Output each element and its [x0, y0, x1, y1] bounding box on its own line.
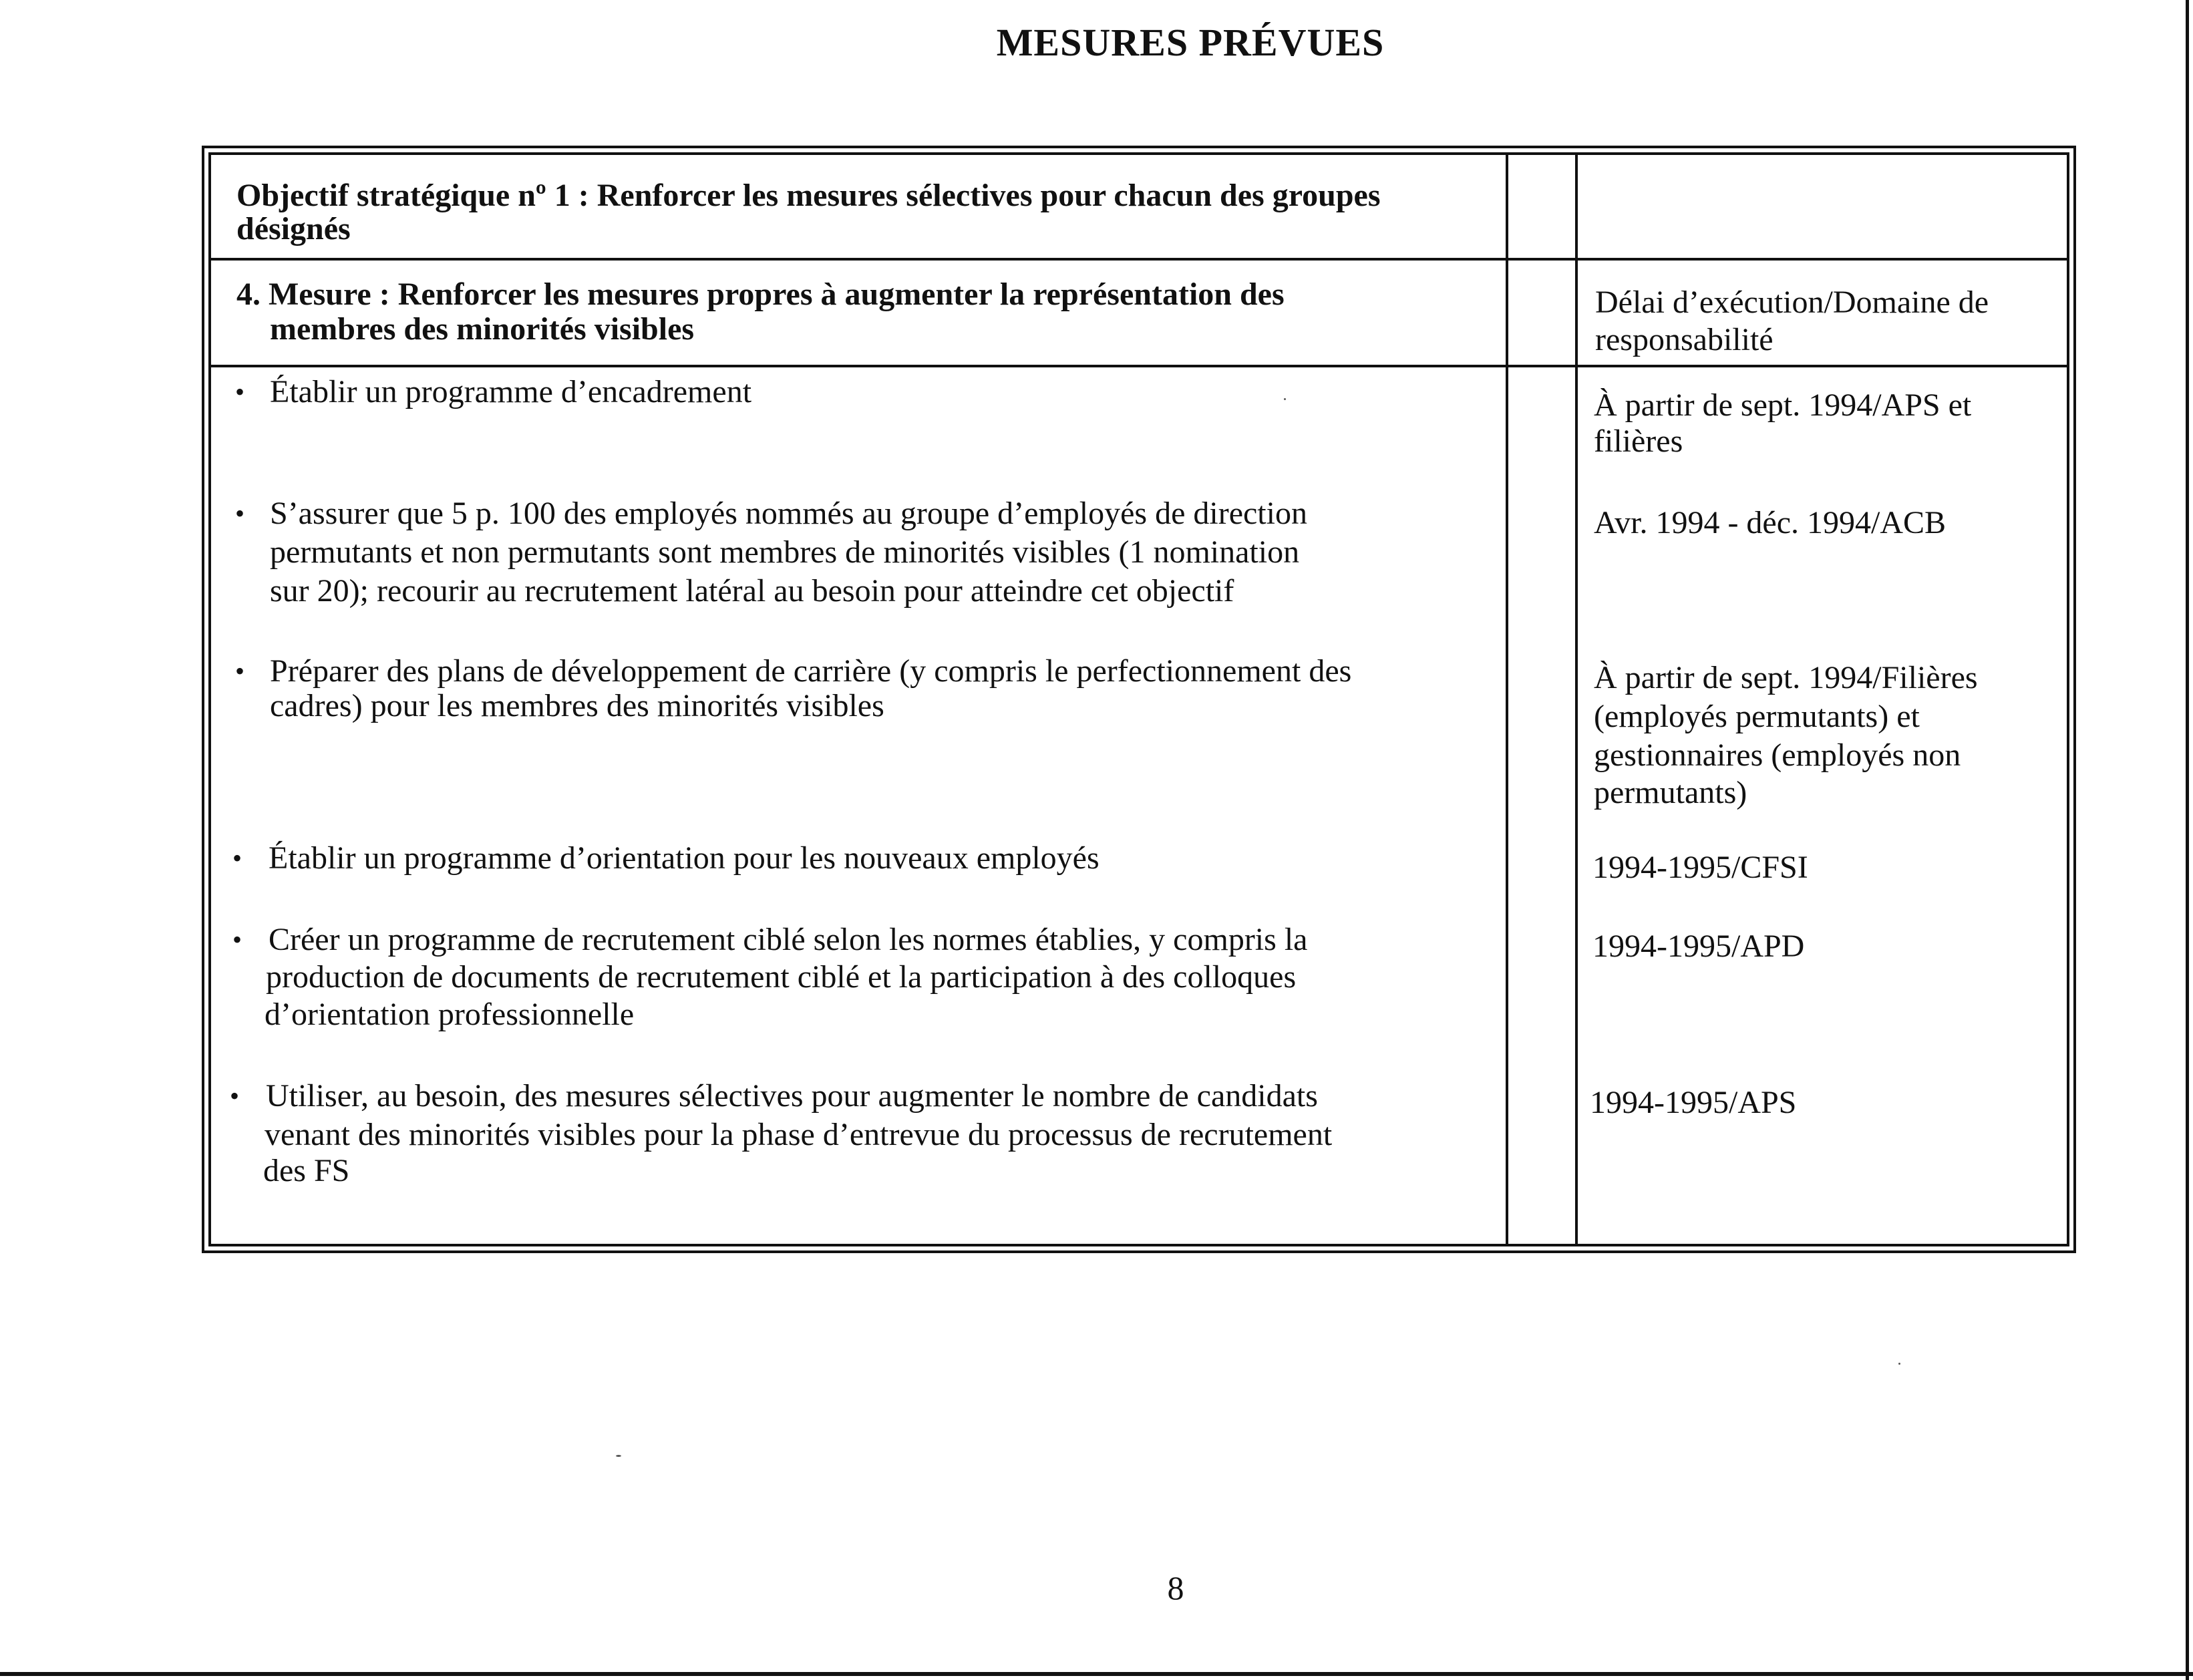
- objective-line-2: désignés: [236, 211, 351, 246]
- deadline-header-line-2: responsabilité: [1595, 322, 1774, 357]
- action-text: Établir un programme d’orientation pour les nouveaux employés: [269, 840, 1100, 876]
- deadline-text: permutants): [1594, 775, 1747, 810]
- scan-speck: [1898, 1363, 1900, 1365]
- objective-line-1: Objectif stratégique nº 1 : Renforcer les mesures sélectives pour chacun des groupes: [236, 178, 1381, 213]
- deadline-text: À partir de sept. 1994/Filières: [1594, 660, 1978, 695]
- action-text: des FS: [263, 1153, 350, 1188]
- scan-speck: [616, 1455, 621, 1457]
- action-text: d’orientation professionnelle: [265, 997, 635, 1032]
- deadline-text: 1994-1995/APD: [1592, 929, 1805, 964]
- action-text: sur 20); recourir au recrutement latéral au besoin pour atteindre cet objectif: [270, 573, 1234, 609]
- deadline-text: Avr. 1994 - déc. 1994/ACB: [1594, 505, 1947, 540]
- bullet-icon: •: [232, 925, 242, 955]
- deadline-header-line-1: Délai d’exécution/Domaine de: [1595, 285, 1989, 320]
- action-text: Utiliser, au besoin, des mesures sélectives pour augmenter le nombre de candidats: [266, 1078, 1318, 1114]
- action-text: Créer un programme de recrutement ciblé selon les normes établies, y compris la: [269, 922, 1308, 957]
- action-text: S’assurer que 5 p. 100 des employés nommés au groupe d’employés de direction: [270, 496, 1307, 531]
- bullet-icon: •: [235, 656, 245, 686]
- action-text: venant des minorités visibles pour la phase d’entrevue du processus de recrutement: [265, 1117, 1333, 1152]
- bullet-icon: •: [232, 843, 242, 873]
- row-divider-objective: [211, 258, 2067, 261]
- deadline-text: 1994-1995/APS: [1590, 1085, 1797, 1120]
- action-text: permutants et non permutants sont membres de minorités visibles (1 nomination: [270, 534, 1300, 570]
- measure-line-2: membres des minorités visibles: [270, 311, 695, 347]
- column-divider-left: [1506, 155, 1508, 1244]
- deadline-text: À partir de sept. 1994/APS et: [1594, 387, 1972, 423]
- scan-edge-bottom: [0, 1672, 2193, 1676]
- action-text: Préparer des plans de développement de carrière (y compris le perfectionnement des: [270, 653, 1352, 689]
- measure-line-1: 4. Mesure : Renforcer les mesures propres à augmenter la représentation des: [236, 277, 1285, 312]
- scan-speck: [1284, 398, 1286, 400]
- deadline-text: filières: [1594, 424, 1683, 459]
- action-text: cadres) pour les membres des minorités visibles: [270, 688, 884, 723]
- scan-edge-right: [2186, 0, 2189, 1680]
- deadline-text: 1994-1995/CFSI: [1592, 850, 1808, 885]
- page-number: 8: [1167, 1569, 1184, 1607]
- bullet-icon: •: [230, 1081, 240, 1111]
- column-divider-right: [1575, 155, 1578, 1244]
- page-title: MESURES PRÉVUES: [996, 21, 1385, 64]
- bullet-icon: •: [235, 498, 245, 528]
- bullet-icon: •: [235, 377, 245, 407]
- action-text: Établir un programme d’encadrement: [270, 374, 752, 409]
- deadline-text: (employés permutants) et: [1594, 699, 1920, 734]
- action-text: production de documents de recrutement ciblé et la participation à des colloques: [266, 959, 1297, 995]
- deadline-text: gestionnaires (employés non: [1594, 737, 1961, 773]
- row-divider-measure: [211, 365, 2067, 367]
